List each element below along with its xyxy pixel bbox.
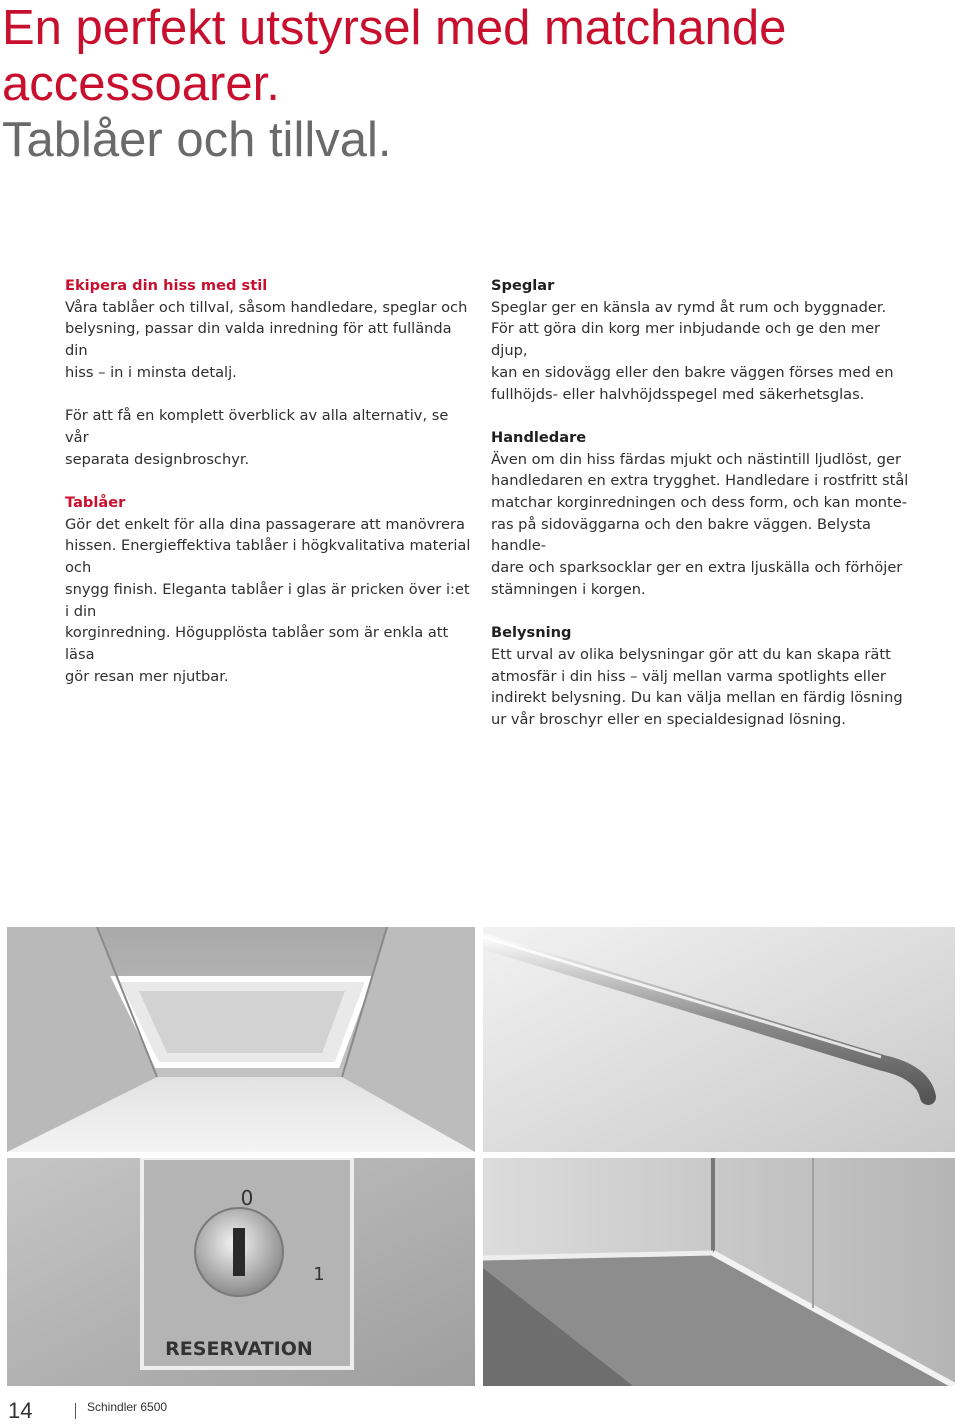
belysning-line: ur vår broschyr eller en specialdesignad lösning. [491,711,846,729]
brochure-line: separata designbroschyr. [65,450,250,468]
title-subtitle: Tablåer och tillval. [2,113,392,167]
tablaer-line: korginredning. Högupplösta tablåer som är enkla att läsa [65,624,449,663]
intro-line: belysning, passar din valda inredning för att fulländа din [65,320,452,360]
footer-brand: Schindler 6500 [87,1400,168,1414]
right-text-column [491,275,911,731]
page-footer [0,1395,960,1423]
mirror-photo [483,1158,955,1386]
handrail-photo [483,927,955,1152]
speglar-heading: Speglar [491,277,555,294]
left-text-column [65,275,475,687]
belysning-line: atmosfär i din hiss – välj mellan varma spotlights eller [491,667,886,685]
belysning-line: Ett urval av olika belysningar gör att du kan skapa rätt [491,645,891,663]
page-number: 14 [8,1398,33,1423]
handledare-line: ras på sidoväggarna och den bakre väggen. Belysta handle- [491,515,871,555]
belysning-line: indirekt belysning. Du kan välja mellan en färdig lösning [491,689,903,707]
handledare-heading: Handledare [491,428,587,446]
intro-line: Våra tablåer och tillval, såsom handledare, speglar och [65,298,468,316]
tablaer-line: hissen. Energieffektiva tablåer i högkvalitativa material och [65,537,471,577]
title-line-1: En perfekt utstyrsel med matchande [2,1,787,55]
handledare-line: dare och sparksocklar ger en extra ljuskälla och förhöjer [491,559,903,577]
handledare-line: stämningen i korgen. [491,580,646,598]
intro-heading: Ekipera din hiss med stil [65,277,268,294]
brochure-line: För att få en komplett överblick av alla alternativ, se vår [65,407,449,446]
handledare-line: matchar korginredningen och dess form, och kan monte- [491,494,907,512]
handledare-line: handledaren en extra trygghet. Handledare i rostfritt stål [491,472,909,490]
key-reservation-label: RESERVATION [165,1338,313,1360]
belysning-heading: Belysning [491,624,572,642]
title-line-2: accessoarer. [2,57,280,111]
ceiling-light-photo [7,927,475,1152]
handledare-line: Även om din hiss färdas mjukt och nästintill ljudlöst, ger [491,450,902,468]
tablaer-line: Gör det enkelt för alla dina passagerare att manövrera [65,515,465,533]
speglar-line: För att göra din korg mer inbjudande och ge den mer djup, [491,320,881,360]
key-one-label: 1 [313,1264,325,1285]
tablaer-line: snygg finish. Eleganta tablåer i glas är pricken över i:et i din [65,580,470,620]
key-switch-photo [7,1158,475,1386]
page-title [2,0,786,168]
footer-divider [75,1403,76,1419]
key-zero-label: 0 [240,1186,254,1210]
speglar-line: fullhöjds- eller halvhöjdsspegel med säkerhetsglas. [491,385,865,403]
tablaer-heading: Tablåer [65,494,126,511]
speglar-line: kan en sidovägg eller den bakre väggen förses med en [491,363,894,381]
intro-line: hiss – in i minsta detalj. [65,363,237,381]
speglar-line: Speglar ger en känsla av rymd åt rum och byggnader. [491,298,887,316]
tablaer-line: gör resan mer njutbar. [65,667,229,685]
